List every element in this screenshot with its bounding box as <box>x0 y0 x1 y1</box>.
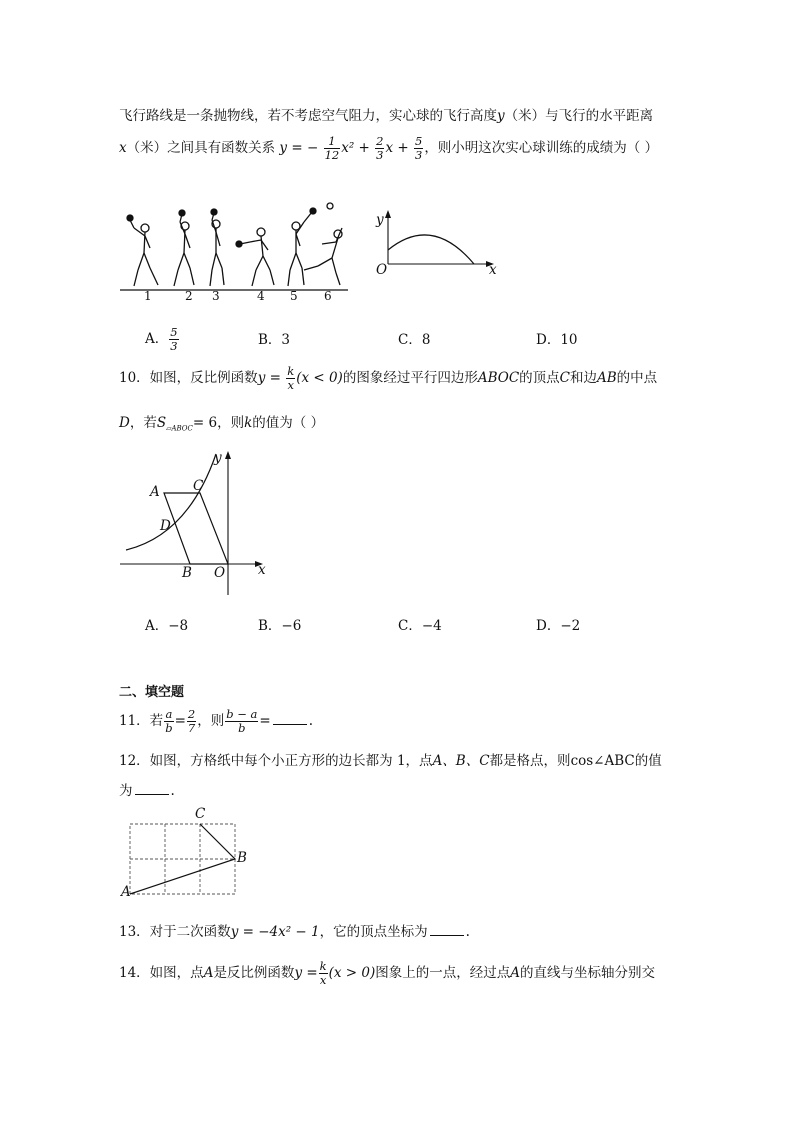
q10-option-a[interactable]: A．−8 <box>145 618 189 634</box>
q9-frac-1: $\frac{1}{12}$ <box>324 134 340 162</box>
q9-frac-3: $\frac{5}{3}$ <box>414 134 423 162</box>
q10-option-d[interactable]: D．−2 <box>536 618 581 634</box>
q12-line2: 为 . <box>119 783 175 799</box>
q11-answer-blank[interactable] <box>273 712 307 725</box>
parallelogram-figure <box>118 450 278 600</box>
q10-label-x: x <box>258 562 266 578</box>
q10-label-c: C <box>193 478 204 494</box>
q12-label-a: A <box>121 884 131 900</box>
fig-label-4: 4 <box>257 289 265 303</box>
parabola-graph <box>370 210 500 290</box>
q9-option-c[interactable]: C．8 <box>398 332 431 348</box>
q10-line1: 10．如图，反比例函数y = $\frac{k}{x}$ (x < 0)的图象经过平行四边形ABOC的顶点C和边AB的中点 <box>119 364 658 392</box>
fig-label-6: 6 <box>324 289 332 303</box>
q9-option-d[interactable]: D．10 <box>536 332 578 348</box>
q10-label-y: y <box>214 450 222 466</box>
q12-label-b: B <box>237 850 247 866</box>
graph-origin-label: O <box>376 262 388 278</box>
shot-put-sequence-figure <box>118 198 358 308</box>
q9-frac-2: $\frac{2}{3}$ <box>376 134 384 162</box>
q11: 11．若 $\frac{a}{b}$ = $\frac{2}{7}$ ，则 $\frac{b - a}{b}$ = . <box>119 707 313 735</box>
q9-option-a[interactable]: A． $\frac{5}{3}$ <box>145 325 178 353</box>
q10-label-o: O <box>214 565 226 581</box>
q10-line2: D，若$S_{▱ABOC}= 6$，则k的值为（ ） <box>119 415 325 433</box>
q12-label-c: C <box>195 806 206 822</box>
q10-option-c[interactable]: C．−4 <box>398 618 442 634</box>
q9-func: y = − <box>279 140 319 156</box>
grid-figure <box>127 822 247 902</box>
q13: 13．对于二次函数y = −4x² − 1，它的顶点坐标为 . <box>119 924 470 940</box>
q12-answer-blank[interactable] <box>135 782 169 795</box>
q10-label-d: D <box>160 518 171 534</box>
fig-label-3: 3 <box>212 289 220 303</box>
q14: 14．如图，点A是反比例函数y = $\frac{k}{x}$ (x > 0)图象上的一点，经过点A的直线与坐标轴分别交 <box>119 959 656 987</box>
q13-answer-blank[interactable] <box>430 923 464 936</box>
q10-label-a: A <box>150 484 160 500</box>
section-heading: 二、填空题 <box>119 685 185 700</box>
graph-y-label: y <box>376 212 384 228</box>
q12-line1: 12．如图，方格纸中每个小正方形的边长都为 1，点A、B、C都是格点，则cos∠ABC的值 <box>119 753 662 769</box>
fig-label-5: 5 <box>290 289 298 303</box>
fig-label-1: 1 <box>144 289 152 303</box>
q9-line1: 飞行路线是一条抛物线，若不考虑空气阻力，实心球的飞行高度y（米）与飞行的水平距离 <box>119 108 654 124</box>
fig-label-2: 2 <box>185 289 193 303</box>
q9-option-b[interactable]: B．3 <box>258 332 291 348</box>
q10-option-b[interactable]: B．−6 <box>258 618 302 634</box>
q9-line2: x（米）之间具有函数关系 y = − $\frac{1}{12}$ x² + $\frac{2}{3}$ x + $\frac{5}{3}$ ，则小明这次实心球训练的成绩为（ ） <box>119 134 659 162</box>
graph-x-label: x <box>489 262 497 278</box>
q10-label-b: B <box>182 565 192 581</box>
